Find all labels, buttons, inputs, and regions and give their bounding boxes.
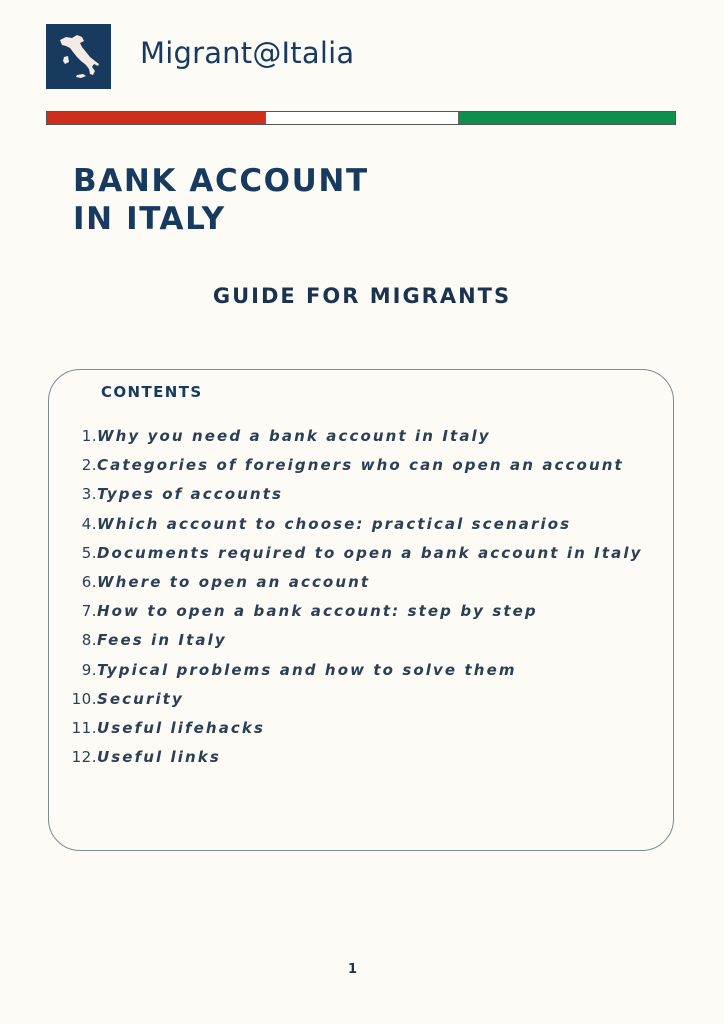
toc-item-number: 9. <box>81 660 97 679</box>
logo <box>46 24 111 89</box>
toc-item-link[interactable]: Documents required to open a bank account in Italy <box>97 543 643 562</box>
toc-item-number: 10. <box>71 689 97 708</box>
toc-item[interactable] <box>49 456 642 485</box>
page-subtitle: GUIDE FOR MIGRANTS <box>212 284 512 308</box>
toc-item-number: 12. <box>71 748 97 767</box>
toc-item[interactable] <box>49 602 642 631</box>
italian-flag-bar <box>46 111 676 125</box>
toc-item-number: 1. <box>81 427 97 445</box>
toc-item-number: 8. <box>81 631 97 650</box>
toc-item-link[interactable]: Types of accounts <box>97 485 284 504</box>
toc-item-number: 11. <box>71 718 97 737</box>
toc-item-number: 5. <box>81 543 97 562</box>
title-line-2: IN ITALY <box>73 201 226 237</box>
toc-item[interactable] <box>49 573 642 602</box>
toc-item-number: 4. <box>81 514 97 533</box>
toc-item[interactable] <box>49 748 642 777</box>
italy-map-icon <box>46 24 111 89</box>
toc-item[interactable] <box>49 485 642 514</box>
toc-heading: CONTENTS <box>101 383 203 401</box>
toc-item[interactable] <box>49 719 642 748</box>
toc-item-link[interactable]: Useful lifehacks <box>97 718 266 737</box>
toc-item-link[interactable]: Security <box>97 689 184 708</box>
toc-item[interactable] <box>49 690 642 719</box>
toc-item-link[interactable]: Fees in Italy <box>97 631 227 650</box>
toc-item-link[interactable]: Where to open an account <box>97 572 371 591</box>
toc-item[interactable] <box>49 661 642 690</box>
page-number: 1 <box>347 962 358 977</box>
page-title <box>73 162 369 238</box>
table-of-contents <box>48 369 674 851</box>
toc-item-number: 2. <box>81 456 97 475</box>
toc-item-link[interactable]: How to open a bank account: step by step <box>97 602 538 621</box>
toc-item[interactable] <box>49 427 642 456</box>
flag-white-segment <box>265 112 459 124</box>
flag-green-segment <box>459 112 675 124</box>
toc-item-link[interactable]: Which account to choose: practical scenarios <box>97 514 572 533</box>
brand-name: Migrant@Italia <box>140 36 355 70</box>
toc-item[interactable] <box>49 544 642 573</box>
title-line-1: BANK ACCOUNT <box>73 163 369 199</box>
toc-item-number: 6. <box>81 572 97 591</box>
toc-list <box>49 427 642 777</box>
toc-item-link[interactable]: Useful links <box>97 748 221 767</box>
flag-red-segment <box>47 112 265 124</box>
toc-item[interactable] <box>49 515 642 544</box>
toc-item-number: 3. <box>81 485 97 504</box>
toc-item-number: 7. <box>81 602 97 621</box>
toc-item-link[interactable]: Categories of foreigners who can open an account <box>97 456 624 475</box>
toc-item[interactable] <box>49 631 642 660</box>
toc-item-link[interactable]: Typical problems and how to solve them <box>97 660 517 679</box>
toc-item-link[interactable]: Why you need a bank account in Italy <box>97 427 491 445</box>
